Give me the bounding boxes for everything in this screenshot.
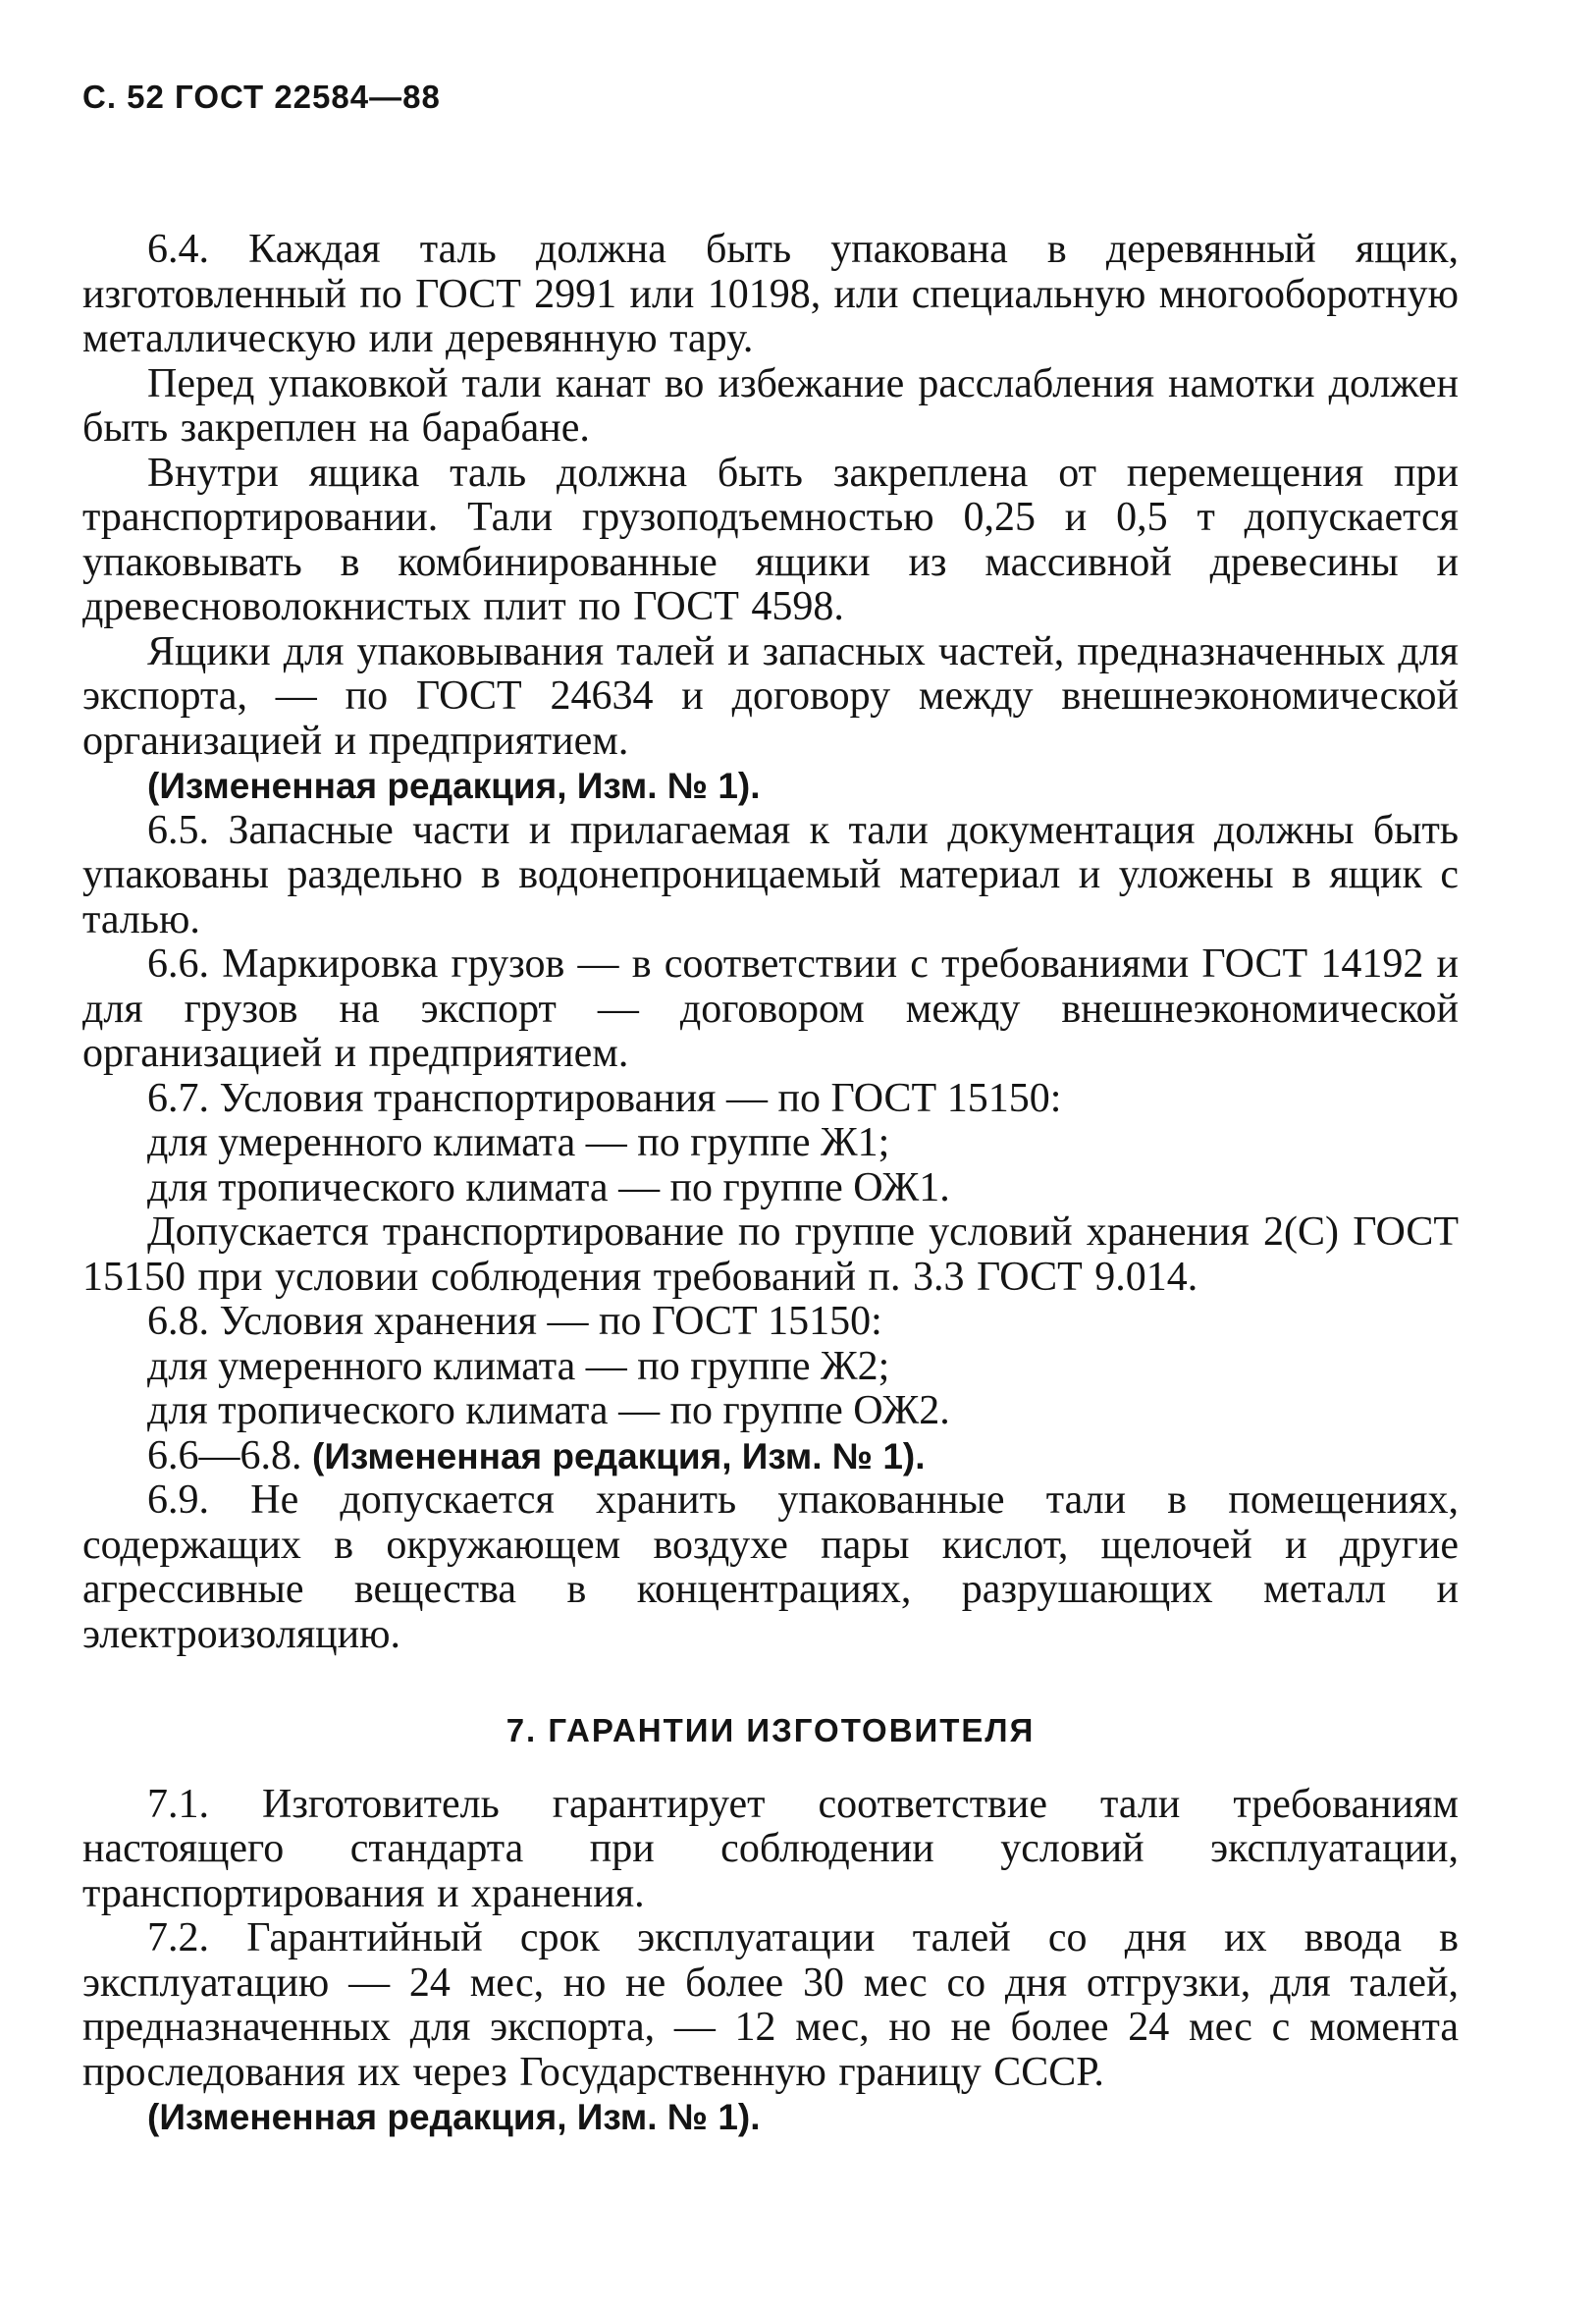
paragraph-6-4: 6.4. Каждая таль должна быть упакована в деревянный ящик, изготовленный по ГОСТ 2991 или 10198, или специальную многооборотную металлическую или деревянную тару. bbox=[82, 227, 1459, 361]
section-7-title: 7. ГАРАНТИИ ИЗГОТОВИТЕЛЯ bbox=[505, 1712, 1036, 1748]
paragraph-7-1: 7.1. Изготовитель гарантирует соответствие тали требованиям настоящего стандарта при соблюдении условий эксплуатации, транспортирования и хранения. bbox=[82, 1781, 1459, 1916]
paragraph-6-8-tropical: для тропического климата — по группе ОЖ2. bbox=[147, 1388, 950, 1433]
amendment-note-1: (Измененная редакция, Изм. № 1). bbox=[147, 766, 761, 806]
paragraph-6-7-tropical: для тропического климата — по группе ОЖ1. bbox=[147, 1164, 950, 1210]
amendment-note-2: (Измененная редакция, Изм. № 1). bbox=[312, 1435, 926, 1476]
paragraph-6-8-temperate: для умеренного климата — по группе Ж2; bbox=[147, 1343, 890, 1389]
note-range-prefix: 6.6—6.8. bbox=[147, 1432, 312, 1478]
paragraph-6-7-allowance: Допускается транспортирование по группе условий хранения 2(С) ГОСТ 15150 при условии соблюдения требований п. 3.3 ГОСТ 9.014. bbox=[82, 1209, 1459, 1300]
paragraph-6-6-6-8-note bbox=[82, 1434, 1459, 1479]
document-body bbox=[82, 228, 1459, 2140]
document-page bbox=[82, 79, 1459, 2140]
paragraph-6-7: 6.7. Условия транспортирования — по ГОСТ 15150: bbox=[147, 1075, 1062, 1121]
paragraph-6-4-fixing: Внутри ящика таль должна быть закреплена от перемещения при транспортировании. Тали грузоподъемностью 0,25 и 0,5 т допускается упаковывать в комбинированные ящики из массивной древесины и древесноволокнистых плит по ГОСТ 4598. bbox=[82, 450, 1459, 629]
paragraph-7-2: 7.2. Гарантийный срок эксплуатации талей со дня их ввода в эксплуатацию — 24 мес, но не более 30 мес со дня отгрузки, для талей, предназначенных для экспорта, — 12 мес, но не более 24 мес с момента проследования их через Государственную границу СССР. bbox=[82, 1915, 1459, 2095]
paragraph-6-5: 6.5. Запасные части и прилагаемая к тали документация должны быть упакованы раздельно в водонепроницаемый материал и уложены в ящик с талью. bbox=[82, 807, 1459, 942]
page-header: С. 52 ГОСТ 22584—88 bbox=[82, 79, 441, 115]
paragraph-6-7-temperate: для умеренного климата — по группе Ж1; bbox=[147, 1120, 890, 1165]
paragraph-6-6: 6.6. Маркировка грузов — в соответствии с требованиями ГОСТ 14192 и для грузов на экспорт — договором между внешнеэкономической организацией и предприятием. bbox=[82, 941, 1459, 1076]
paragraph-6-4-export-boxes: Ящики для упаковывания талей и запасных частей, предназначенных для экспорта, — по ГОСТ 24634 и договору между внешнеэкономической организацией и предприятием. bbox=[82, 628, 1459, 764]
amendment-note-3: (Измененная редакция, Изм. № 1). bbox=[147, 2097, 761, 2137]
paragraph-6-8: 6.8. Условия хранения — по ГОСТ 15150: bbox=[147, 1299, 882, 1344]
paragraph-6-4-rope: Перед упаковкой тали канат во избежание расслабления намотки должен быть закреплен на барабане. bbox=[82, 360, 1459, 451]
paragraph-6-9: 6.9. Не допускается хранить упакованные тали в помещениях, содержащих в окружающем воздухе пары кислот, щелочей и другие агрессивные вещества в концентрациях, разрушающих металл и электроизоляцию. bbox=[82, 1477, 1459, 1657]
